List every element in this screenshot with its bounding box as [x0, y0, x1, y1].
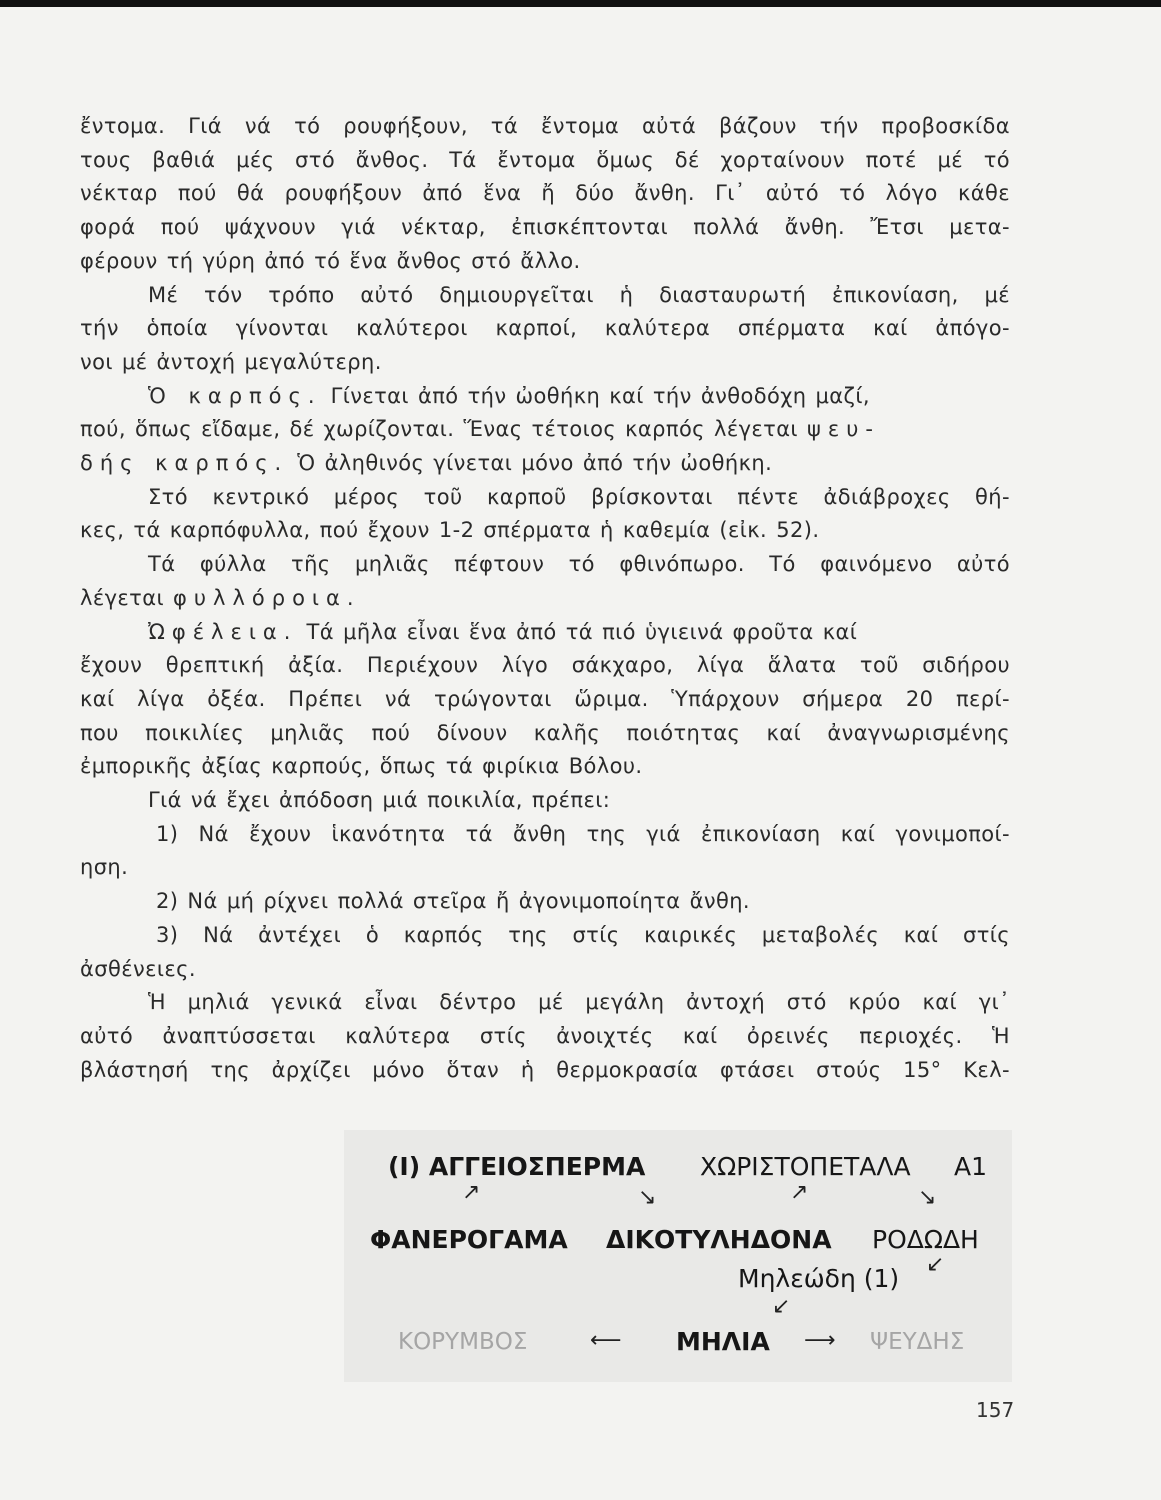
text-line: Στό κεντρικό μέρος τοῦ καρποῦ βρίσκονται πέντε ἀδιάβροχες θή- — [148, 484, 1010, 509]
text-line — [80, 616, 1010, 650]
text-line: ἀσθένειες. — [80, 956, 196, 981]
text-fragment: λέγεται — [80, 585, 164, 610]
arrow-up-right-icon: ↗ — [462, 1180, 481, 1205]
text-line: ἐμπορικῆς ἀξίας καρπούς, ὅπως τά φιρίκια Βόλου. — [80, 754, 643, 779]
diagram-angeiosperma: (I) ΑΓΓΕΙΟΣΠΕΡΜΑ — [388, 1152, 646, 1181]
section-title-karpos: Ὁ καρπός. — [148, 383, 322, 408]
text-line: Τά φύλλα τῆς μηλιᾶς πέφτουν τό φθινόπωρο. Τό φαινόμενο αὐτό — [148, 552, 1010, 577]
text-fragment: πού, ὅπως εἴδαμε, δέ χωρίζονται. Ἕνας τέτοιος καρπός λέγεται — [80, 417, 798, 442]
term-pseudis-end: δής καρπός. — [80, 451, 289, 476]
text-line: Γιά νά ἔχει ἀπόδοση μιά ποικιλία, πρέπει: — [148, 788, 611, 813]
text-line: Μέ τόν τρόπο αὐτό δημιουργεῖται ἡ διασταυρωτή ἐπικονίαση, μέ — [148, 282, 1010, 307]
classification-diagram — [344, 1130, 1012, 1382]
arrow-down-left-icon: ↙ — [772, 1294, 791, 1319]
text-line: αὐτό ἀναπτύσσεται καλύτερα στίς ἀνοιχτές καί ὀρεινές περιοχές. Ἡ — [80, 1023, 1010, 1048]
diagram-dikotylidona: ΔΙΚΟΤΥΛΗΔΟΝΑ — [606, 1225, 832, 1254]
text-line: βλάστησή της ἀρχίζει μόνο ὅταν ἡ θερμοκρασία φτάσει στούς 15° Κελ- — [80, 1057, 1010, 1082]
text-line: 3) Νά ἀντέχει ὁ καρπός της στίς καιρικές μεταβολές καί στίς — [156, 922, 1010, 947]
arrow-down-right-icon: ↘ — [918, 1185, 937, 1210]
diagram-mileodi: Μηλεώδη (1) — [738, 1264, 900, 1293]
text-line: τους βαθιά μές στό ἄνθος. Τά ἔντομα ὅμως δέ χορταίνουν ποτέ μέ τό — [80, 147, 1010, 172]
text-line: που ποικιλίες μηλιᾶς πού δίνουν καλῆς ποιότητας καί ἀναγνωρισμένης — [80, 720, 1010, 745]
text-line — [80, 413, 1010, 447]
text-line: ἔχουν θρεπτική ἀξία. Περιέχουν λίγο σάκχαρο, λίγα ἅλατα τοῦ σιδήρου — [80, 653, 1010, 678]
text-line: ἔντομα. Γιά νά τό ρουφήξουν, τά ἔντομα αὐτά βάζουν τήν προβοσκίδα — [80, 114, 1010, 138]
diagram-fanerogama: ΦΑΝΕΡΟΓΑΜΑ — [370, 1225, 568, 1254]
text-line — [80, 380, 1010, 414]
diagram-pseudis: ΨΕΥΔΗΣ — [870, 1329, 965, 1355]
page-number: 157 — [976, 1398, 1015, 1422]
body-text — [80, 110, 1010, 1087]
text-line — [80, 582, 1010, 616]
diagram-rododi: ΡΟΔΩΔΗ — [872, 1225, 979, 1254]
text-line: κες, τά καρπόφυλλα, πού ἔχουν 1-2 σπέρματα ἡ καθεμία (εἰκ. 52). — [80, 518, 820, 543]
diagram-milia: ΜΗΛΙΑ — [676, 1327, 770, 1356]
diagram-choristopetala: ΧΩΡΙΣΤΟΠΕΤΑΛΑ — [700, 1152, 911, 1181]
term-pseudis: ψευ- — [807, 417, 880, 442]
arrow-left-icon: ⟵ — [590, 1328, 622, 1353]
term-fyllorroia: φυλλόροια. — [173, 585, 361, 610]
text-line: 2) Νά μή ρίχνει πολλά στεῖρα ἤ ἀγονιμοποίητα ἄνθη. — [156, 889, 750, 914]
text-line: φορά πού ψάχνουν γιά νέκταρ, ἐπισκέπτονται πολλά ἄνθη. Ἔτσι μετα- — [80, 215, 1010, 240]
text-line: τήν ὁποία γίνονται καλύτεροι καρποί, καλύτερα σπέρματα καί ἀπόγο- — [80, 316, 1010, 341]
text-fragment: Ὁ ἀληθινός γίνεται μόνο ἀπό τήν ὠοθήκη. — [297, 451, 773, 476]
section-title-ofeleia: Ὠφέλεια. — [148, 619, 298, 644]
arrow-down-left-icon: ↙ — [926, 1252, 945, 1277]
text-line: καί λίγα ὀξέα. Πρέπει νά τρώγονται ὥριμα. Ὑπάρχουν σήμερα 20 περί- — [80, 686, 1010, 711]
text-fragment: Τά μῆλα εἶναι ἕνα ἀπό τά πιό ὑγιεινά φροῦτα καί — [306, 619, 858, 644]
arrow-up-right-icon: ↗ — [790, 1180, 809, 1205]
text-line — [80, 447, 1010, 481]
arrow-right-icon: ⟶ — [804, 1328, 836, 1353]
diagram-a1: Α1 — [954, 1152, 988, 1181]
text-line: νοι μέ ἀντοχή μεγαλύτερη. — [80, 349, 382, 374]
page-top-edge — [0, 0, 1161, 7]
text-line: 1) Νά ἔχουν ἱκανότητα τά ἄνθη της γιά ἐπικονίαση καί γονιμοποί- — [156, 821, 1010, 846]
text-line: νέκταρ πού θά ρουφήξουν ἀπό ἕνα ἤ δύο ἄνθη. Γι᾽ αὐτό τό λόγο κάθε — [80, 181, 1010, 206]
diagram-korymvos: ΚΟΡΥΜΒΟΣ — [398, 1329, 528, 1355]
text-line: ηση. — [80, 855, 129, 880]
text-line: Ἡ μηλιά γενικά εἶναι δέντρο μέ μεγάλη ἀντοχή στό κρύο καί γι᾽ — [148, 990, 1010, 1015]
text-line: φέρουν τή γύρη ἀπό τό ἕνα ἄνθος στό ἄλλο. — [80, 248, 581, 273]
text-fragment: Γίνεται ἀπό τήν ὠοθήκη καί τήν ἀνθοδόχη μαζί, — [330, 383, 870, 408]
arrow-down-right-icon: ↘ — [638, 1185, 657, 1210]
